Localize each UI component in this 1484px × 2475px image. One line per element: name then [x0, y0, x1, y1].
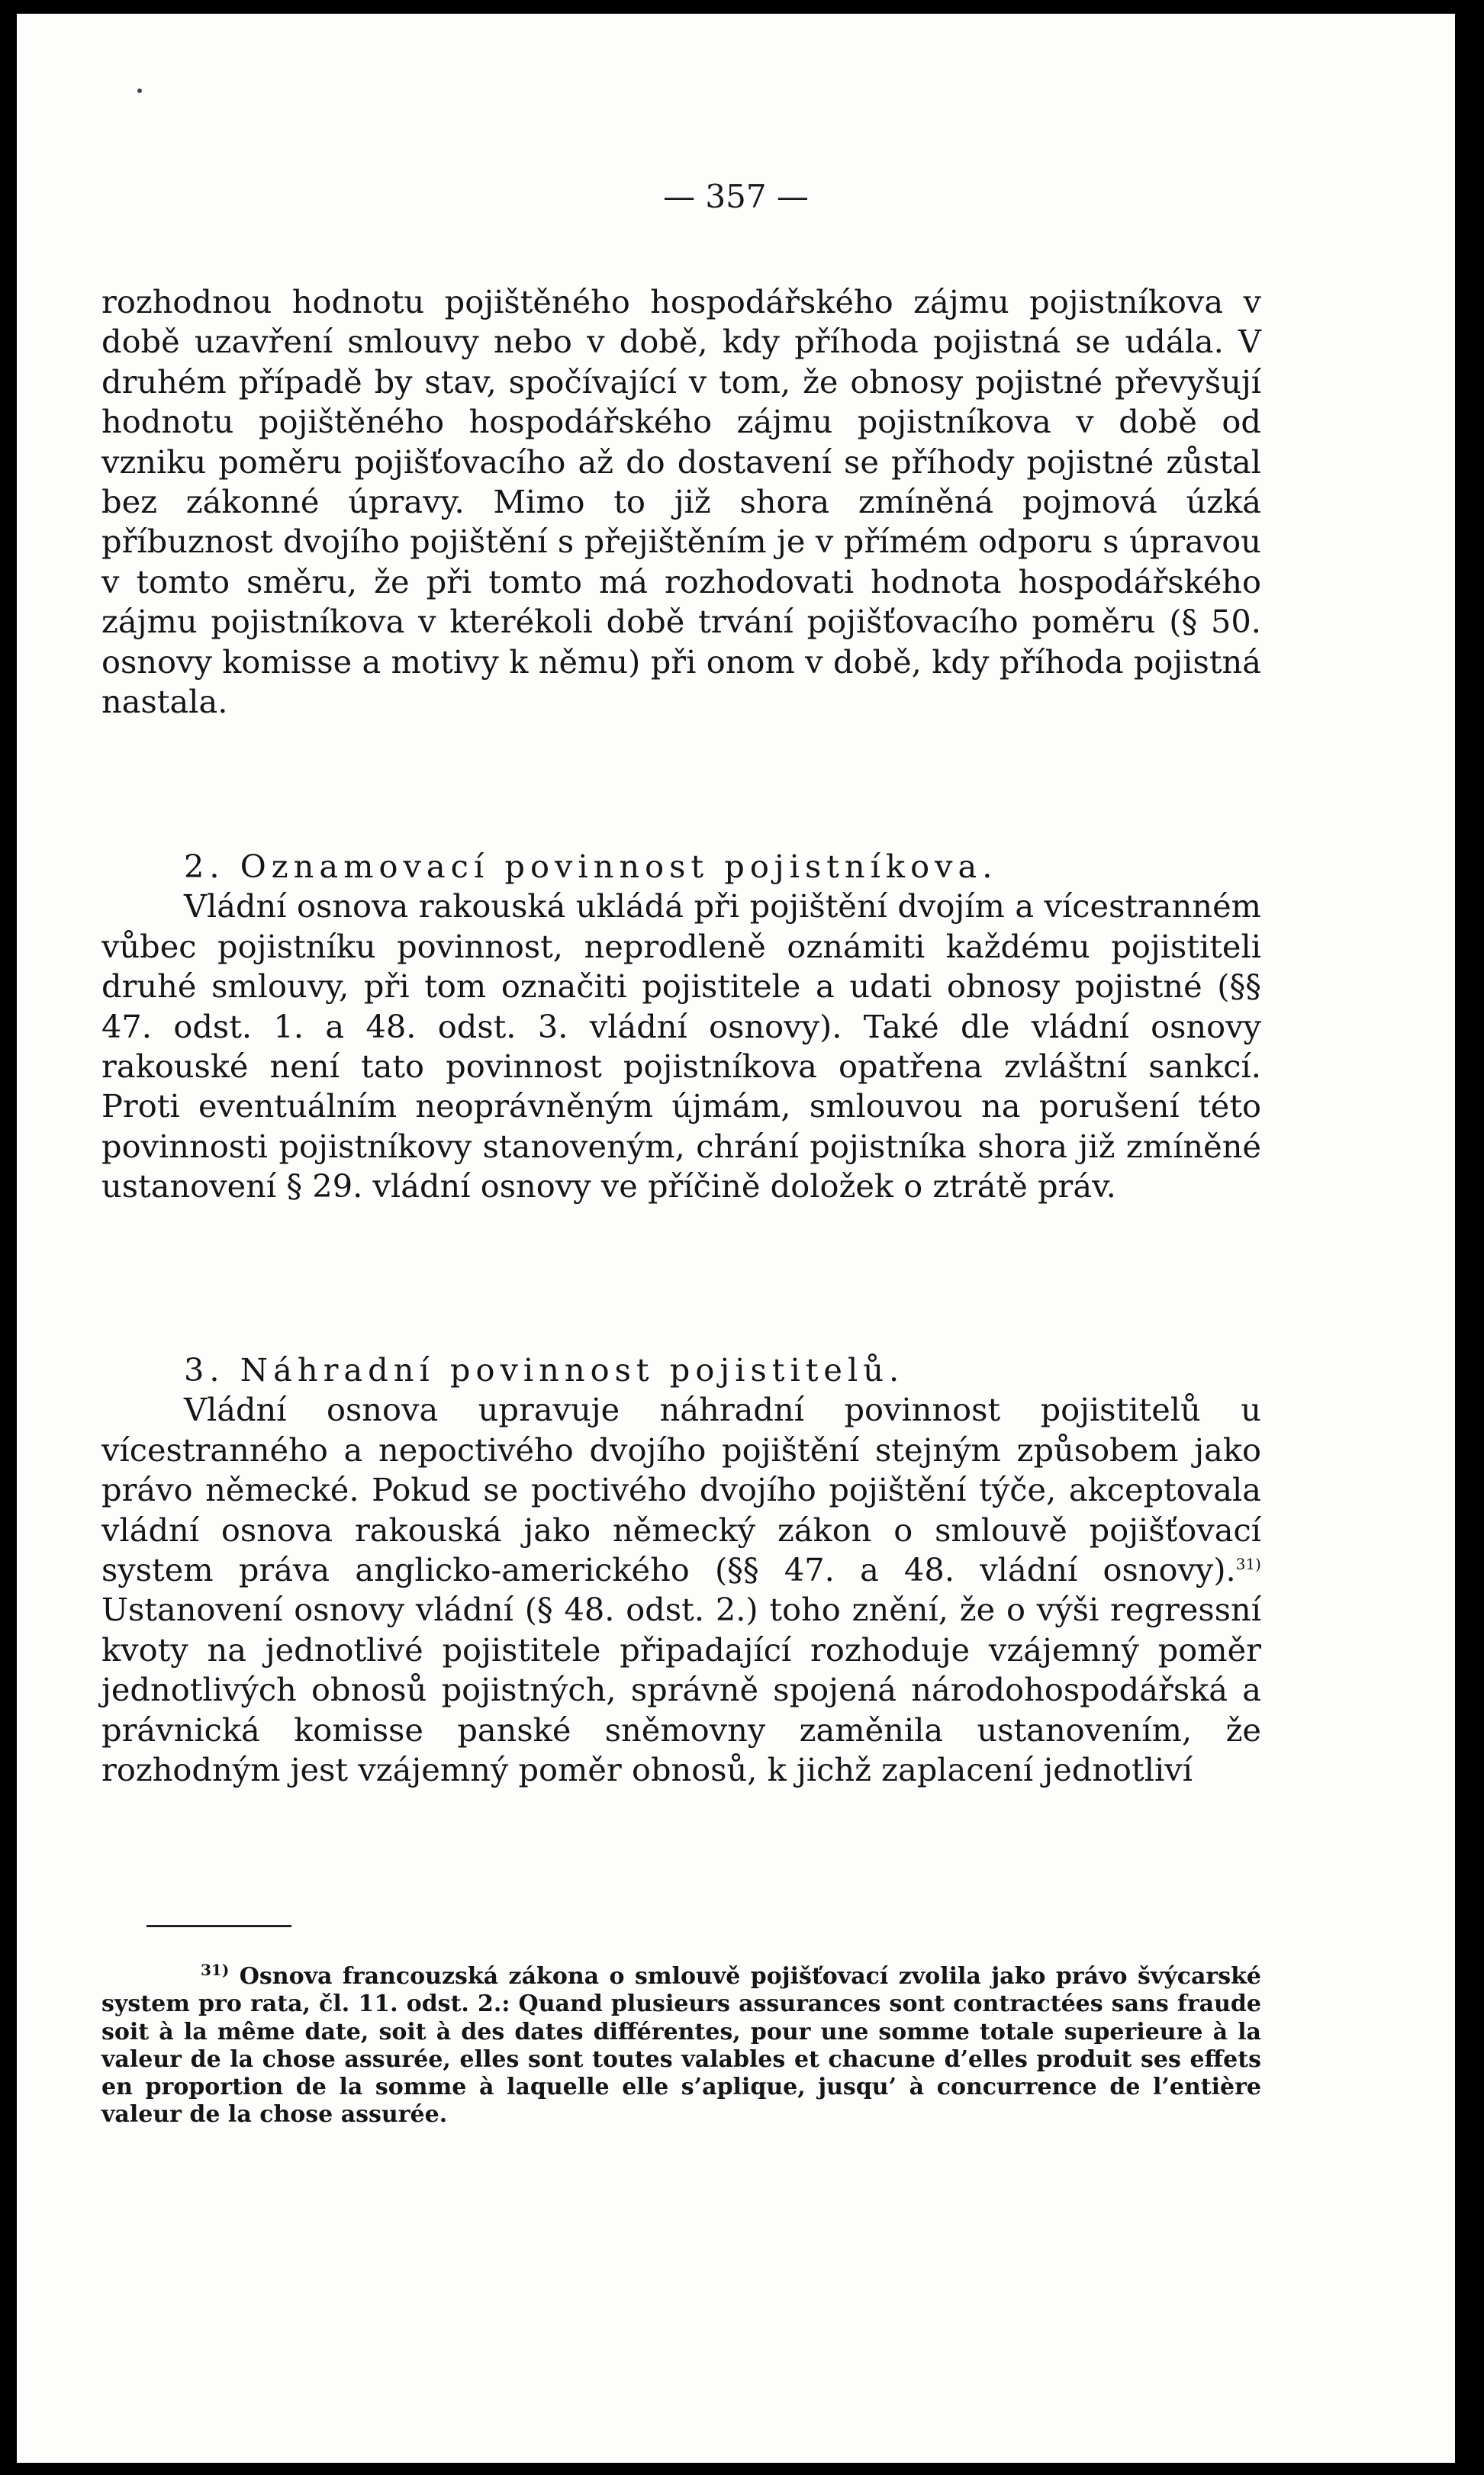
section-heading-2: 2. Oznamovací povinnost pojistníkova. [184, 848, 998, 885]
section-3 [101, 1350, 1261, 1790]
page-number: — 357 — [663, 178, 809, 215]
footnote-marker: 31) [201, 1961, 230, 1979]
document-page [17, 14, 1455, 2463]
paragraph-3-part-b: Ustanovení osnovy vládní (§ 48. odst. 2.) toho znění, že o výši regressní kvoty na jednotlivé pojistitele připadající rozhoduje vzájemný poměr jednotlivých obnosů pojistných, správně spojená národohospodářská a právnická komisse panské sněmovny zaměnila ustanovením, že rozhodným jest vzájemný poměr obnosů, k jichž zaplacení jednotliví [101, 1591, 1261, 1789]
section-heading-3: 3. Náhradní povinnost pojistitelů. [184, 1351, 905, 1389]
footnote-reference[interactable]: 31) [1235, 1555, 1261, 1574]
footnote-text: Osnova francouzská zákona o smlouvě pojišťovací zvolila jako právo švýcarské system pro rata, čl. 11. odst. 2.: Quand plusieurs assurances sont contractées sans fraude soit à la même date, soit à des dates différentes, pour une somme totale superieure à la valeur de la chose assurée, elles sont toutes valables et chacune d’elles produit ses effets en proportion de la somme à laquelle elle s’aplique, jusqu’ à concurrence de l’entière valeur de la chose assurée. [101, 1963, 1261, 2129]
section-2 [101, 847, 1261, 1207]
paragraph-continuation [101, 282, 1261, 722]
paragraph-3-part-a: Vládní osnova upravuje náhradní povinnost pojistitelů u vícestranného a nepoctivého dvojího pojištění stejným způsobem jako právo německé. Pokud se poctivého dvojího pojištění týče, akceptovala vládní osnova rakouská jako německý zákon o smlouvě pojišťovací system práva anglicko-amerického (§§ 47. a 48. vládní osnovy). [101, 1391, 1261, 1589]
paragraph-2: Vládní osnova rakouská ukládá při pojištění dvojím a vícestranném vůbec pojistníku povinnost, neprodleně oznámiti každému pojistiteli druhé smlouvy, při tom označiti pojistitele a udati obnosy pojistné (§§ 47. odst. 1. a 48. odst. 3. vládní osnovy). Také dle vládní osnovy rakouské není tato povinnost pojistníkova opatřena zvláštní sankcí. Proti eventuálním neoprávněným újmám, smlouvou na porušení této povinnosti pojistníkovy stanoveným, chrání pojistníka shora již zmíněné ustanovení § 29. vládní osnovy ve příčině doložek o ztrátě práv. [101, 887, 1261, 1205]
paragraph-1: rozhodnou hodnotu pojištěného hospodářského zájmu pojistníkova v době uzavření smlouvy nebo v době, kdy příhoda pojistná se udála. V druhém případě by stav, spočívající v tom, že obnosy pojistné převyšují hodnotu pojištěného hospodářského zájmu pojistníkova v době od vzniku poměru pojišťovacího až do dostavení se příhody pojistné zůstal bez zákonné úpravy. Mimo to již shora zmíněná pojmová úzká příbuznost dvojího pojištění s přejištěním je v přímém odporu s úpravou v tomto směru, že při tomto má rozhodovati hodnota hospodářského zájmu pojistníkova v kterékoli době trvání pojišťovacího poměru (§ 50. osnovy komisse a motivy k němu) při onom v době, kdy příhoda pojistná nastala. [101, 283, 1261, 721]
paragraph-3 [101, 1390, 1261, 1790]
footnote-31 [101, 1963, 1261, 2129]
footnote-divider [146, 1925, 291, 1927]
speck-mark [137, 89, 142, 93]
